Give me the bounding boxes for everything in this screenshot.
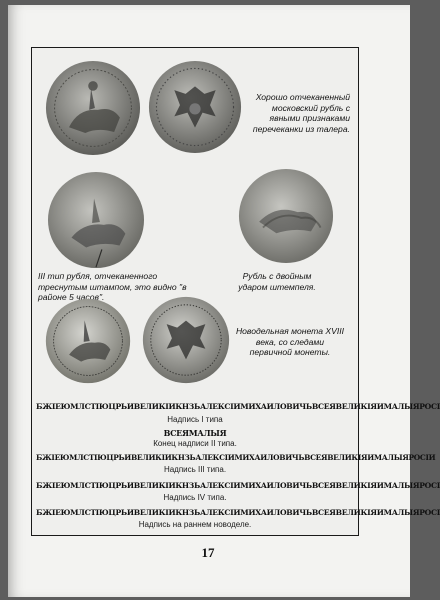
caption-good-ruble: Хорошо отчеканенный московский рубль с явными признаками перечеканки из талера. [252, 92, 350, 134]
inscription-early-novodel: БЖІЕЮМЛСТІЮЦРЬИВЕЛИКІИКНЗЬАЛЕКСІИМИХАИЛОВИЧЬВСЕЯВЕЛИКІЯИМАЛЫЯРОСІ [36, 508, 440, 517]
coin-novodel-reverse [142, 296, 230, 384]
coin-eagle-reverse [148, 60, 242, 154]
coin-novodel-obverse [45, 298, 131, 384]
inscription-type2-label: Конец надписи II типа. [153, 439, 237, 448]
coin-cracked-die [46, 171, 146, 269]
caption-novodel: Новодельная монета XVIII века, со следами первичной монеты. [235, 326, 345, 357]
inscription-type1-label: Надпись I типа [167, 415, 223, 424]
inscription-type3: БЖІЕЮМЛСТІЮЦРЬИВЕЛИКІИКНЗЬАЛЕКСІИМИХАИЛОВИЧЬВСЕЯВЕЛИКІЯИМАЛЫЯРОСІИ [36, 453, 436, 462]
caption-type3-ruble: III тип рубля, отчеканенного треснутым штампом, это видно "в районе 5 часов". [38, 271, 187, 302]
inscription-type1: БЖІЕЮМЛСТІЮЦРЬИВЕЛИКІИКНЗЬАЛЕКСІИМИХАИЛОВИЧЬВСЕЯВЕЛИКІЯИМАЛЫЯРОСІ [36, 402, 440, 411]
inscription-type4: БЖІЕЮМЛСТІЮЦРЬИВЕЛИКІИКНЗЬАЛЕКСІИМИХАИЛОВИЧЬВСЕЯВЕЛИКІЯИМАЛЫЯРОСІ [36, 481, 440, 490]
coin-horseman-obverse [45, 60, 141, 156]
page-number: 17 [201, 545, 215, 560]
inscription-type2-end: ВСЕЯМАЛЫЯ [163, 428, 227, 438]
caption-double-strike: Рубль с двойным ударом штемпеля. [238, 271, 316, 292]
illustration-plate [31, 47, 440, 536]
inscription-type4-label: Надпись IV типа. [163, 493, 227, 502]
inscription-type3-label: Надпись III типа. [163, 465, 227, 474]
inscription-early-novodel-label: Надпись на раннем новоделе. [138, 520, 252, 529]
coin-double-strike [237, 168, 335, 264]
